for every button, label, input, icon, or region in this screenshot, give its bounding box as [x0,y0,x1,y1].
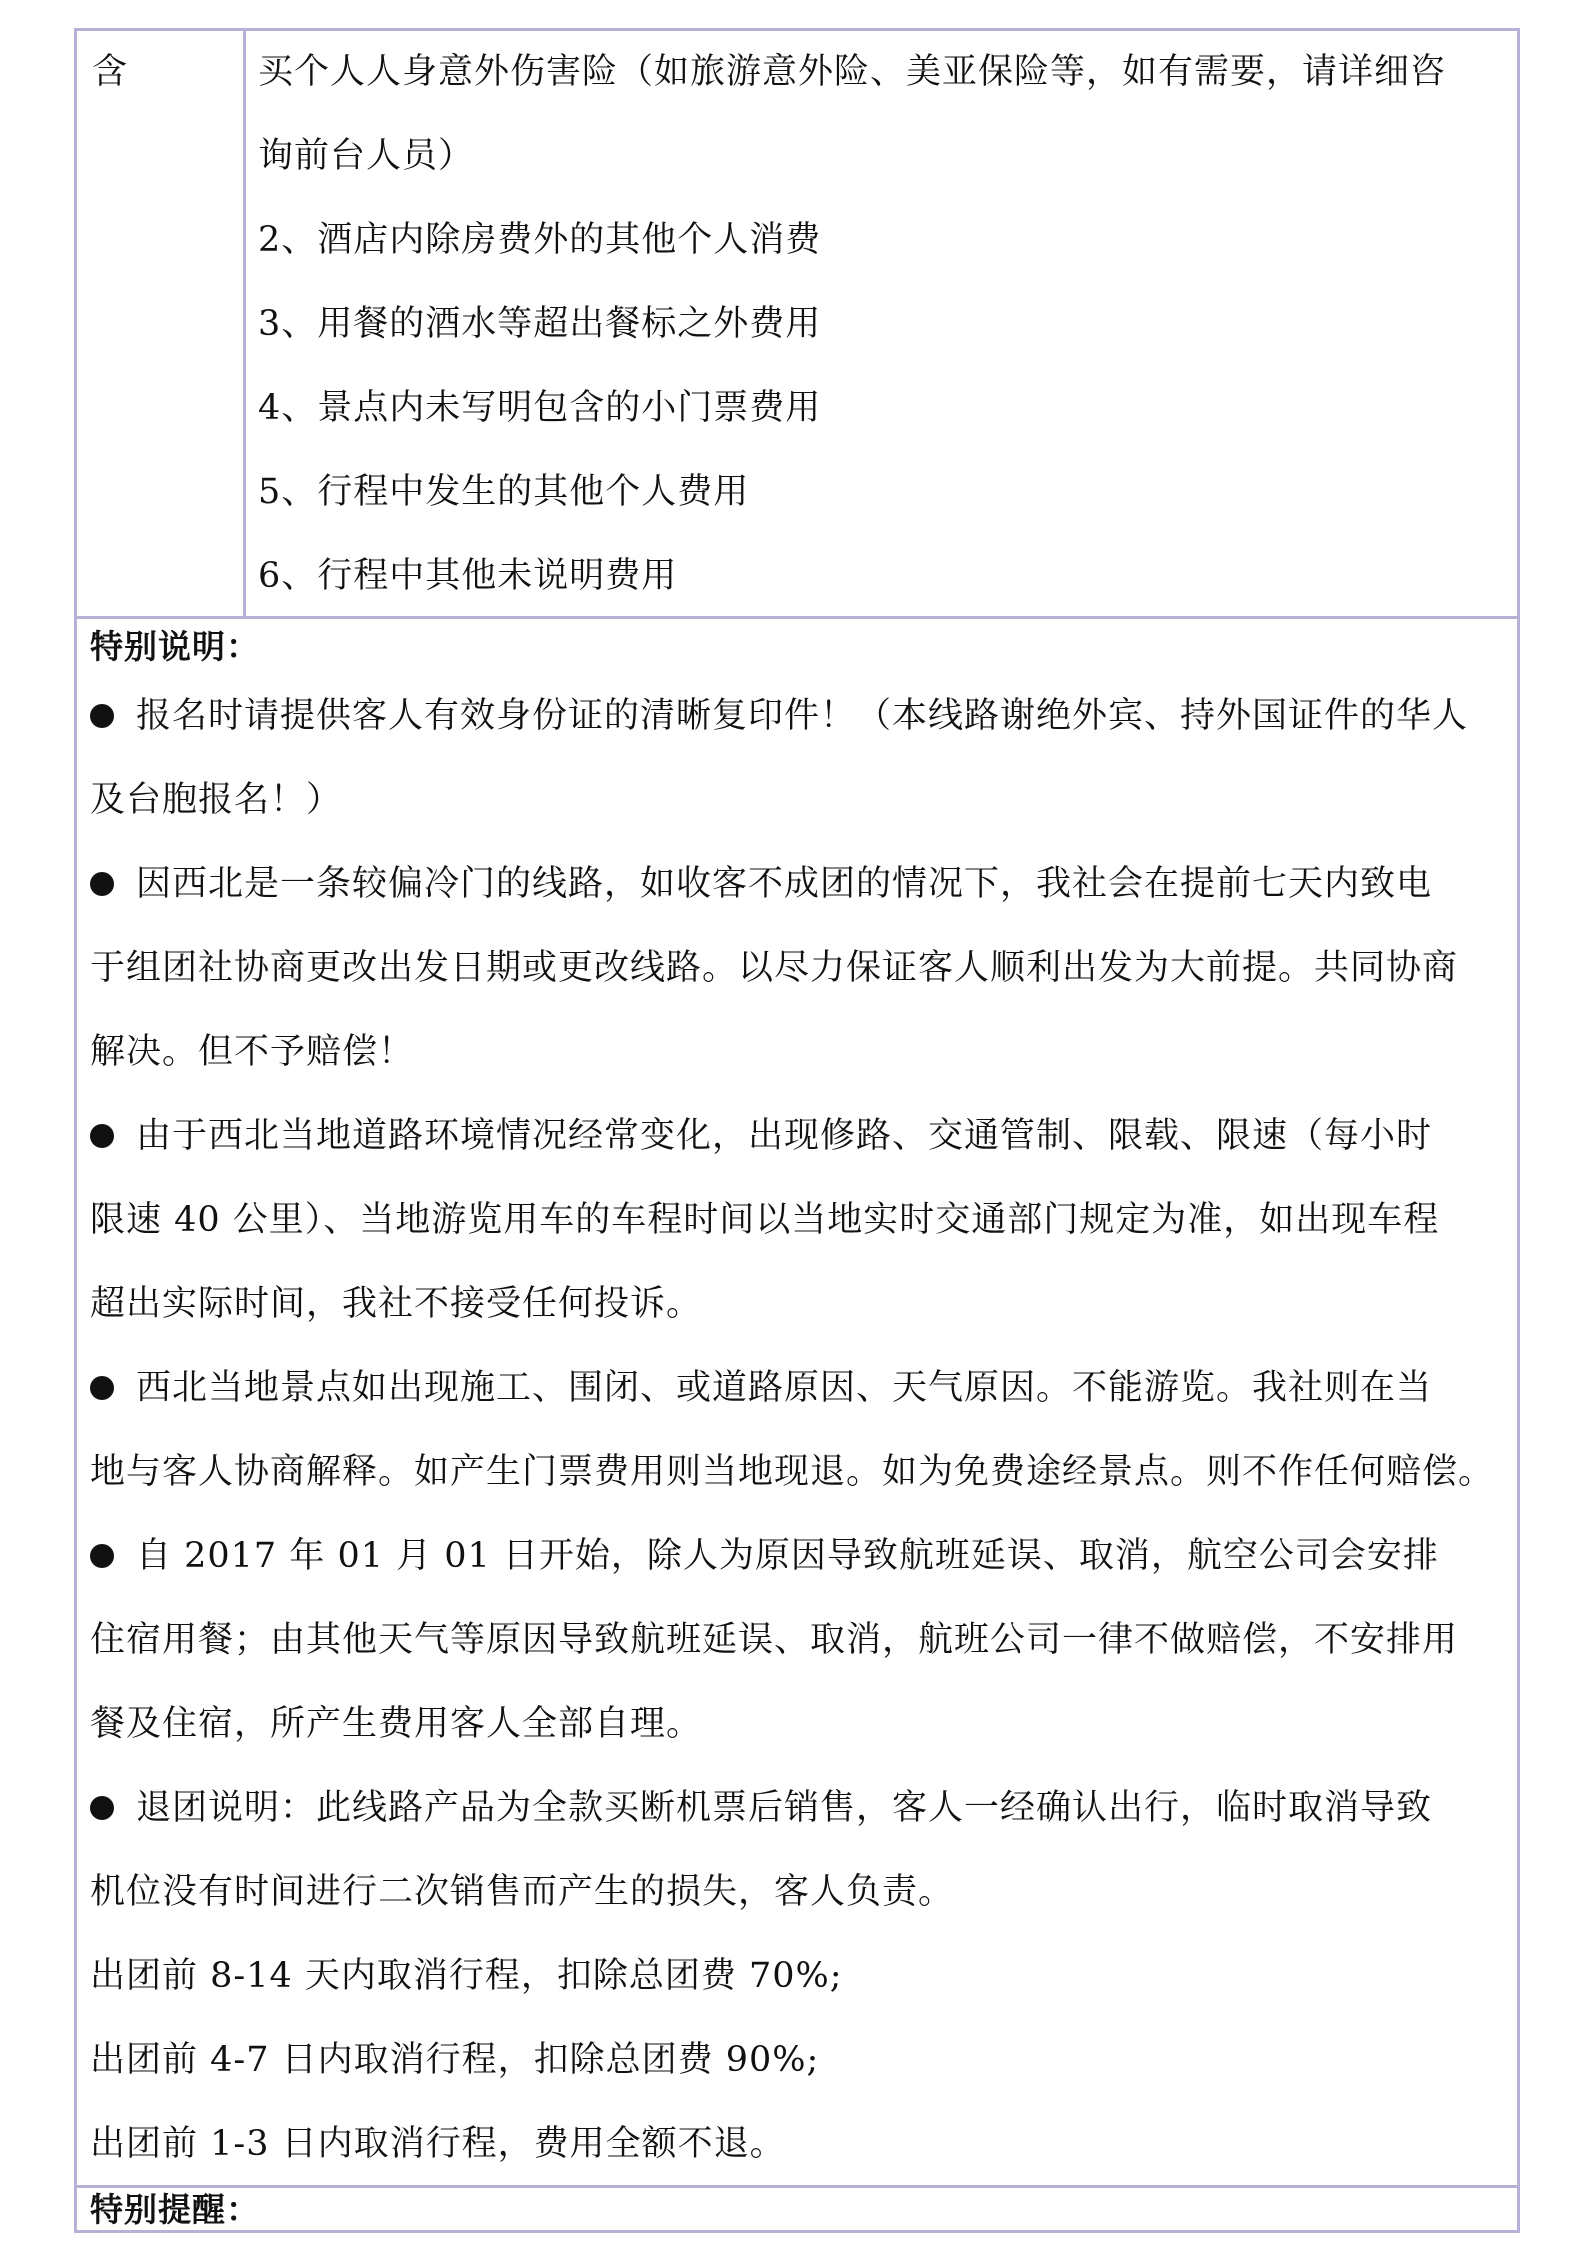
note-line: 西北当地景点如出现施工、围闭、或道路原因、天气原因。不能游览。我社则在当 [90,1368,1432,1408]
note-line: 地与客人协商解释。如产生门票费用则当地现退。如为免费途经景点。则不作任何赔偿。 [90,1452,1495,1492]
note-line: 于组团社协商更改出发日期或更改线路。以尽力保证客人顺利出发为大前提。共同协商 [90,948,1459,988]
table-row-divider [74,616,1520,619]
special-notes-heading: 特别说明： [90,627,260,666]
note-line: 自 2017 年 01 月 01 日开始，除人为原因导致航班延误、取消，航空公司会安排 [90,1536,1439,1576]
exclusion-line: 4、景点内未写明包含的小门票费用 [258,388,822,428]
bullet-icon [90,1124,114,1148]
table-top-border [74,28,1520,31]
table-column-divider [243,28,246,618]
exclusion-line: 询前台人员） [258,136,475,176]
note-line: 出团前 8-14 天内取消行程，扣除总团费 70%; [90,1956,843,1996]
exclusion-line: 2、酒店内除房费外的其他个人消费 [258,220,822,260]
note-line: 退团说明：此线路产品为全款买断机票后销售，客人一经确认出行，临时取消导致 [90,1788,1432,1828]
note-line: 超出实际时间，我社不接受任何投诉。 [90,1284,703,1324]
note-line: 出团前 4-7 日内取消行程，扣除总团费 90%; [90,2040,820,2080]
exclusion-line: 5、行程中发生的其他个人费用 [258,472,750,512]
note-line: 由于西北当地道路环境情况经常变化，出现修路、交通管制、限载、限速（每小时 [90,1116,1432,1156]
note-line: 餐及住宿，所产生费用客人全部自理。 [90,1704,703,1744]
bullet-icon [90,872,114,896]
exclusions-row-label: 含 [92,52,129,92]
bullet-icon [90,704,114,728]
table-row-divider [74,2185,1520,2188]
note-line: 因西北是一条较偏冷门的线路，如收客不成团的情况下，我社会在提前七天内致电 [90,864,1432,904]
note-line: 限速 40 公里）、当地游览用车的车程时间以当地实时交通部门规定为准，如出现车程 [90,1200,1440,1240]
exclusion-line: 6、行程中其他未说明费用 [258,556,678,596]
bullet-icon [90,1796,114,1820]
note-line: 报名时请提供客人有效身份证的清晰复印件！（本线路谢绝外宾、持外国证件的华人 [90,696,1468,736]
special-reminder-heading: 特别提醒： [90,2190,260,2229]
bullet-icon [90,1544,114,1568]
exclusion-line: 买个人人身意外伤害险（如旅游意外险、美亚保险等，如有需要，请详细咨 [258,52,1447,92]
note-line: 住宿用餐；由其他天气等原因导致航班延误、取消，航班公司一律不做赔偿，不安排用 [90,1620,1459,1660]
note-line: 机位没有时间进行二次销售而产生的损失，客人负责。 [90,1872,955,1912]
note-line: 解决。但不予赔偿！ [90,1032,415,1072]
bullet-icon [90,1376,114,1400]
note-line: 出团前 1-3 日内取消行程，费用全额不退。 [90,2124,786,2164]
note-line: 及台胞报名！） [90,780,343,820]
exclusion-line: 3、用餐的酒水等超出餐标之外费用 [258,304,822,344]
table-bottom-border [74,2230,1520,2233]
